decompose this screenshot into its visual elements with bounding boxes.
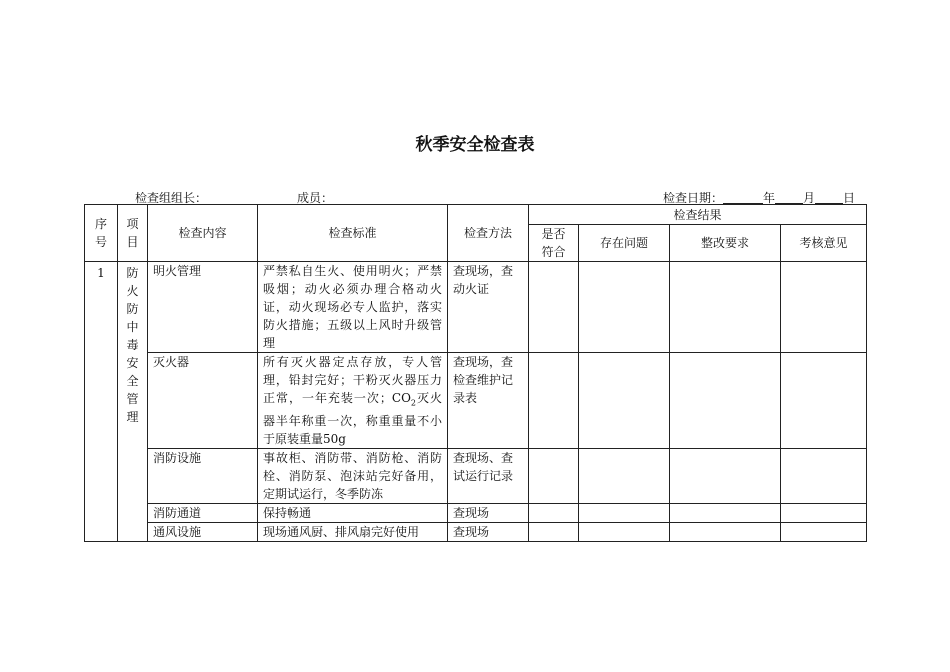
opinion-cell[interactable] <box>781 353 867 449</box>
method-cell: 查现场、查试运行记录 <box>448 449 529 504</box>
day-blank <box>815 191 843 204</box>
month-blank <box>775 191 803 204</box>
day-label: 日 <box>843 191 856 205</box>
safety-inspection-table <box>84 204 867 542</box>
item-header: 项目 <box>118 205 148 262</box>
conform-cell[interactable] <box>529 504 579 523</box>
standard-cell <box>258 353 448 449</box>
content-cell: 消防设施 <box>148 449 258 504</box>
standard-cell: 严禁私自生火、使用明火；严禁吸烟；动火必须办理合格动火证，动火现场必专人监护，落实防火措施；五级以上风时升级管理 <box>258 262 448 353</box>
co2-subscript: 2 <box>410 398 416 408</box>
conform-cell[interactable] <box>529 262 579 353</box>
item-cell: 防火防中毒安全管理 <box>118 262 148 542</box>
seq-cell: 1 <box>85 262 118 542</box>
result-header: 检查结果 <box>529 205 867 225</box>
conform-header: 是否符合 <box>529 225 579 262</box>
table-row <box>85 353 867 449</box>
content-cell: 通风设施 <box>148 523 258 542</box>
problem-cell[interactable] <box>579 523 670 542</box>
rectify-header: 整改要求 <box>670 225 781 262</box>
standard-text: 所有灭火器定点存放，专人管理，铅封完好；干粉灭火器压力正常，一年充装一次；CO <box>263 355 442 405</box>
problem-header: 存在问题 <box>579 225 670 262</box>
method-cell: 查现场，查检查维护记录表 <box>448 353 529 449</box>
standard-cell: 现场通风厨、排风扇完好使用 <box>258 523 448 542</box>
inspection-leader-label: 检查组组长： <box>135 191 208 205</box>
problem-cell[interactable] <box>579 449 670 504</box>
members-label: 成员： <box>297 191 334 205</box>
opinion-cell[interactable] <box>781 262 867 353</box>
method-cell: 查现场，查动火证 <box>448 262 529 353</box>
year-label: 年 <box>763 191 776 205</box>
table-row <box>85 262 867 353</box>
table-row <box>85 504 867 523</box>
page-title: 秋季安全检查表 <box>415 135 535 155</box>
problem-cell[interactable] <box>579 262 670 353</box>
rectify-cell[interactable] <box>670 504 781 523</box>
problem-cell[interactable] <box>579 504 670 523</box>
opinion-cell[interactable] <box>781 523 867 542</box>
content-cell: 明火管理 <box>148 262 258 353</box>
date-label: 检查日期： <box>663 191 724 205</box>
rectify-cell[interactable] <box>670 523 781 542</box>
method-cell: 查现场 <box>448 504 529 523</box>
method-header: 检查方法 <box>448 205 529 262</box>
year-blank <box>723 191 763 204</box>
opinion-header: 考核意见 <box>781 225 867 262</box>
opinion-cell[interactable] <box>781 504 867 523</box>
problem-cell[interactable] <box>579 353 670 449</box>
rectify-cell[interactable] <box>670 353 781 449</box>
rectify-cell[interactable] <box>670 449 781 504</box>
content-cell: 消防通道 <box>148 504 258 523</box>
standard-cell: 保持畅通 <box>258 504 448 523</box>
content-cell: 灭火器 <box>148 353 258 449</box>
opinion-cell[interactable] <box>781 449 867 504</box>
standard-cell: 事故柜、消防带、消防枪、消防栓、消防泵、泡沫站完好备用，定期试运行，冬季防冻 <box>258 449 448 504</box>
conform-cell[interactable] <box>529 353 579 449</box>
rectify-cell[interactable] <box>670 262 781 353</box>
conform-cell[interactable] <box>529 449 579 504</box>
month-label: 月 <box>803 191 816 205</box>
standard-header: 检查标准 <box>258 205 448 262</box>
table-row <box>85 449 867 504</box>
conform-cell[interactable] <box>529 523 579 542</box>
content-header: 检查内容 <box>148 205 258 262</box>
table-row <box>85 523 867 542</box>
method-cell: 查现场 <box>448 523 529 542</box>
header-row-1 <box>85 205 867 225</box>
standard-text-cont: 灭火器半年称重一次，称重重量不小于原装重量50g <box>263 391 442 447</box>
seq-header: 序号 <box>85 205 118 262</box>
